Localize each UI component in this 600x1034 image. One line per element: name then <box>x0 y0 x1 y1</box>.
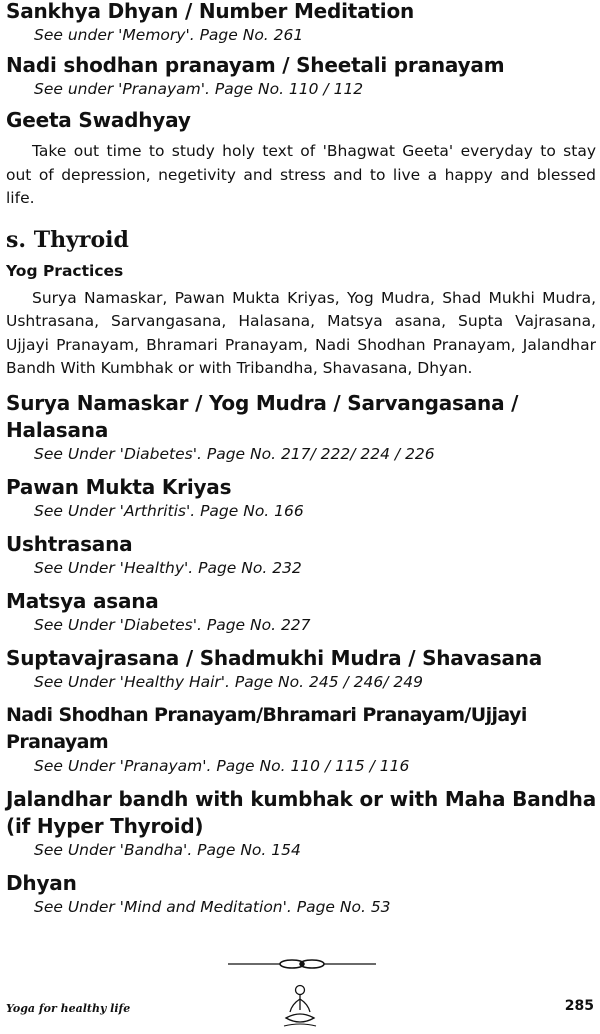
entry-jalandhar-bandh <box>6 786 596 861</box>
entry-pawan-mukta <box>6 474 596 522</box>
entry-heading: Nadi shodhan pranayam / Sheetali pranayam <box>6 53 505 77</box>
entry-heading: Suptavajrasana / Shadmukhi Mudra / Shavasana <box>6 645 543 670</box>
entry-reference: See Under 'Healthy Hair'. Page No. 245 / 246/ 249 <box>34 672 423 691</box>
entry-geeta-swadhyay <box>6 107 596 211</box>
section-thyroid <box>6 225 596 381</box>
ornamental-divider <box>228 956 376 972</box>
entry-heading: Nadi Shodhan Pranayam/Bhramari Pranayam/Ujjayi Pranayam <box>6 703 527 753</box>
entry-suptavajrasana <box>6 645 596 693</box>
entry-reference: See Under 'Arthritis'. Page No. 166 <box>34 501 304 520</box>
section-paragraph: Surya Namaskar, Pawan Mukta Kriyas, Yog Mudra, Shad Mukhi Mudra, Ushtrasana, Sarvangasana, Halasana, Matsya asana, Supta Vajrasana, Ujjayi Pranayam, Bhramari Pranayam, Nadi Shodhan Pranayam, Jalandhar Bandh With Kumbhak or with Tribandha, Shavasana, Dhyan. <box>6 288 596 377</box>
entry-heading: Ushtrasana <box>6 531 133 556</box>
entry-heading: Matsya asana <box>6 588 159 613</box>
entry-reference: See Under 'Diabetes'. Page No. 227 <box>34 615 311 634</box>
section-title: s. Thyroid <box>6 226 129 253</box>
entry-surya-namaskar <box>6 390 596 465</box>
entry-reference: See Under 'Mind and Meditation'. Page No. 53 <box>34 897 391 916</box>
entry-heading: Surya Namaskar / Yog Mudra / Sarvangasana / Halasana <box>6 390 519 442</box>
entry-reference: See Under 'Healthy'. Page No. 232 <box>34 558 302 577</box>
entry-heading: Geeta Swadhyay <box>6 108 191 132</box>
entry-reference: See under 'Memory'. Page No. 261 <box>34 26 304 44</box>
entry-reference: See Under 'Bandha'. Page No. 154 <box>34 840 301 859</box>
entry-nadi-shodhan <box>6 52 596 100</box>
footer-book-title: Yoga for healthy life <box>6 1002 131 1015</box>
entry-ushtrasana <box>6 531 596 579</box>
entry-dhyan <box>6 870 596 918</box>
entry-heading: Dhyan <box>6 870 77 895</box>
entry-heading: Sankhya Dhyan / Number Meditation <box>6 0 415 23</box>
entry-heading: Jalandhar bandh with kumbhak or with Maha Bandha (if Hyper Thyroid) <box>6 786 596 838</box>
entry-reference: See under 'Pranayam'. Page No. 110 / 112 <box>34 80 364 98</box>
entry-reference: See Under 'Diabetes'. Page No. 217/ 222/ 224 / 226 <box>34 444 435 463</box>
entry-matsya-asana <box>6 588 596 636</box>
geeta-paragraph: Take out time to study holy text of 'Bhagwat Geeta' everyday to stay out of depression, negetivity and stress and to live a happy and blessed life. <box>6 142 596 207</box>
entry-heading: Pawan Mukta Kriyas <box>6 474 232 499</box>
entry-nadi-shodhan-pranayam <box>6 702 596 777</box>
entry-sankhya-dhyan <box>6 0 596 46</box>
section-subheading: Yog Practices <box>6 261 124 280</box>
entry-reference: See Under 'Pranayam'. Page No. 110 / 115 / 116 <box>34 756 410 775</box>
meditating-figure-icon <box>280 982 320 1030</box>
page-number: 285 <box>564 998 594 1014</box>
